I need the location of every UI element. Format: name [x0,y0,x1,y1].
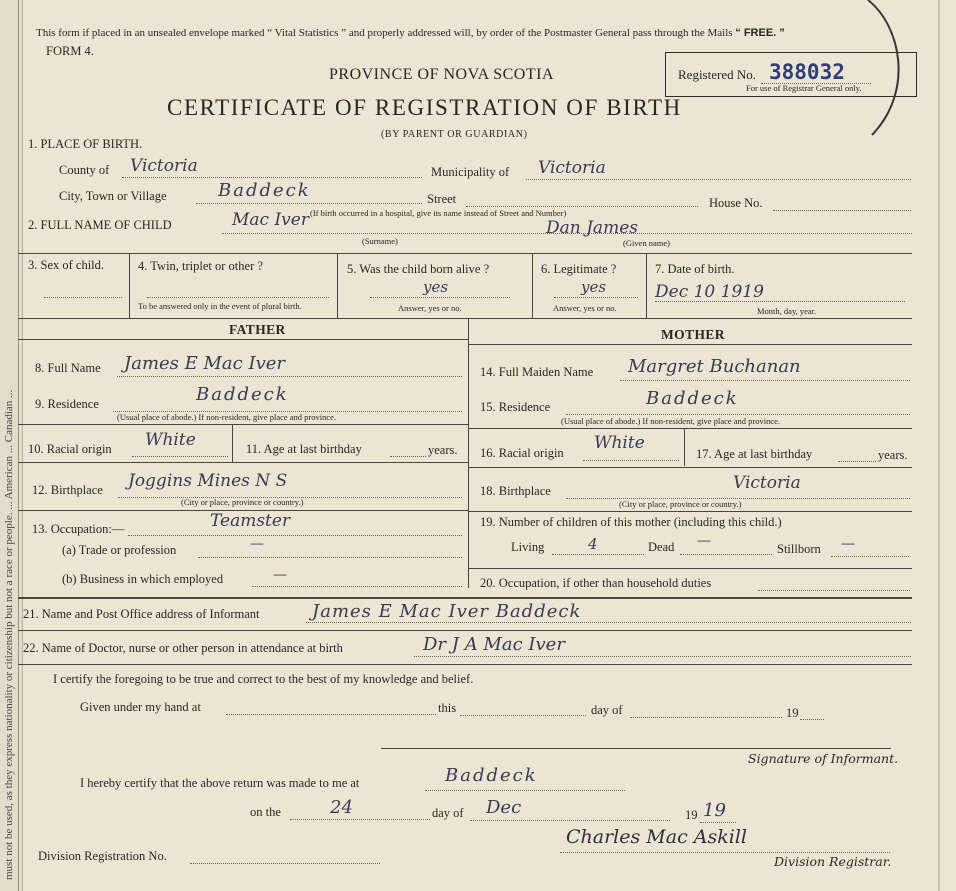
father-racial-line [132,456,228,457]
business-value: — [273,567,287,583]
surname-caption: (Surname) [362,236,398,246]
mother-birthplace-rule [468,511,912,512]
informant-value: James E Mac Iver Baddeck [312,601,582,622]
business-label: (b) Business in which employed [62,572,224,586]
given-day-of-label: day of [591,703,623,717]
municipality-line [526,179,911,180]
registrar-signature: Charles Mac Askill [566,826,747,848]
mother-birthplace-label: 18. Birthplace [480,484,551,498]
mother-occupation-label: 20. Occupation, if other than household duties [480,576,712,590]
pencil-mark [860,0,920,140]
mother-name-line [620,380,910,381]
place-of-birth-heading: 1. PLACE OF BIRTH. [28,137,143,151]
doctor-label: 22. Name of Doctor, nurse or other person in attendance at birth [23,641,343,655]
row3-divider-2 [337,253,338,318]
children-label: 19. Number of children of this mother (including this child.) [480,515,782,529]
dob-value: Dec 10 1919 [655,282,764,302]
mother-birthplace-value: Victoria [733,473,801,493]
county-label: County of [59,163,110,177]
sex-line [44,297,122,298]
registered-number: 388032 [769,60,845,84]
row3-divider-4 [646,253,647,318]
registrar-day-line [290,819,430,820]
this-label: this [438,701,457,715]
father-residence-note: (Usual place of abode.) If non-resident, give place and province. [117,412,337,422]
house-label: House No. [709,196,763,210]
mother-racial-line [583,460,679,461]
twin-line [147,297,329,298]
trade-label: (a) Trade or profession [62,543,177,557]
given-name-caption: (Given name) [623,238,670,248]
parents-bottom-rule [18,597,912,599]
informant-line [306,622,911,623]
row3-top-rule [18,253,912,254]
legitimate-value: yes [581,278,607,296]
mother-name-label: 14. Full Maiden Name [480,365,594,379]
mother-heading: MOTHER [661,327,725,342]
dob-label: 7. Date of birth. [655,262,735,276]
registrar-day-value: 24 [330,797,353,818]
father-name-line [117,376,462,377]
registrar-year-prefix: 19 [685,808,698,822]
mother-age-label: 17. Age at last birthday [696,447,813,461]
stillborn-line [831,556,909,557]
municipality-value: Victoria [538,158,606,178]
mother-residence-line [566,414,910,415]
alive-value: yes [423,278,449,296]
mother-years-label: years. [878,448,908,462]
legitimate-note: Answer, yes or no. [553,303,617,313]
side-margin-text: must not be used, as they express nationality or citizenship but not a race or people. ... American ... Canadian ... [3,389,15,880]
father-residence-value: Baddeck [196,384,289,405]
child-surname: Mac Iver [232,210,309,230]
registrar-general-note: For use of Registrar General only. [746,83,862,93]
county-line [122,177,422,178]
city-value: Baddeck [218,180,311,201]
registrar-year-line [700,822,736,823]
registrar-signature-line [560,852,890,853]
mail-notice [36,27,785,39]
city-label: City, Town or Village [59,189,167,203]
father-birthplace-label: 12. Birthplace [32,483,103,497]
father-name-label: 8. Full Name [35,361,101,375]
street-label: Street [427,192,457,206]
dob-note: Month, day, year. [757,306,817,316]
certificate-title: CERTIFICATE OF REGISTRATION OF BIRTH [167,95,682,120]
certify-statement: I certify the foregoing to be true and correct to the best of my knowledge and belief. [53,672,474,686]
legitimate-line [554,297,638,298]
mail-notice-free: “ FREE. ” [735,27,785,39]
mother-racial-label: 16. Racial origin [480,446,564,460]
informant-label: 21. Name and Post Office address of Informant [23,607,260,621]
house-line [773,210,911,211]
father-name-value: James E Mac Iver [124,353,285,374]
mail-notice-text: This form if placed in an unsealed envelope marked “ Vital Statistics ” and properly addressed will, by order of the Postmaster General pass through the Mails [36,27,733,39]
province-heading: PROVINCE OF NOVA SCOTIA [329,66,555,83]
business-line [252,586,462,587]
given-year-prefix: 19 [786,706,799,720]
dead-value: — [697,533,711,549]
father-racial-divider [232,424,233,462]
mother-residence-rule [468,428,912,429]
informant-signature-label: Signature of Informant. [748,751,899,766]
trade-line [198,557,462,558]
father-racial-rule [18,462,468,463]
father-birthplace-note: (City or place, province or country.) [181,497,304,507]
father-age-label: 11. Age at last birthday [246,442,362,456]
street-note: (If birth occurred in a hospital, give its name instead of Street and Number) [310,208,567,218]
father-occupation-line [128,535,462,536]
dead-line [680,554,772,555]
mother-residence-value: Baddeck [646,388,739,409]
division-registrar-label: Division Registrar. [774,854,892,869]
parents-divider [468,318,469,588]
doctor-line [414,656,911,657]
father-occupation-label: 13. Occupation:— [32,522,125,536]
father-age-line [390,456,426,457]
on-the-label: on the [250,805,281,819]
father-occupation-value: Teamster [210,511,291,531]
registrar-place-value: Baddeck [445,765,538,786]
margin-rule [18,0,19,891]
registrar-day-of-label: day of [432,806,464,820]
mother-residence-note: (Usual place of abode.) If non-resident, give place and province. [561,416,781,426]
certificate-subtitle: (BY PARENT OR GUARDIAN) [381,129,528,140]
registrar-month-line [470,820,670,821]
row3-divider-1 [129,253,130,318]
living-label: Living [511,540,545,554]
registrar-place-line [425,790,625,791]
row3-bottom-rule [18,318,912,319]
stillborn-value: — [841,536,855,552]
doctor-value: Dr J A Mac Iver [423,634,565,655]
registrar-statement: I hereby certify that the above return was made to me at [80,776,360,790]
mother-racial-value: White [594,433,645,453]
twin-note: To be answered only in the event of plural birth. [138,301,302,311]
mother-residence-label: 15. Residence [480,400,551,414]
side-margin [0,0,23,891]
alive-note: Answer, yes or no. [398,303,462,313]
mother-racial-divider [684,428,685,466]
row3-divider-3 [532,253,533,318]
alive-line [370,297,510,298]
mother-heading-rule [468,344,912,345]
father-racial-value: White [145,430,196,450]
living-line [552,554,644,555]
county-value: Victoria [130,156,198,176]
registered-label: Registered No. [678,67,756,82]
given-year-line [800,719,824,720]
living-value: 4 [588,535,598,553]
informant-rule [18,630,912,631]
father-heading-rule [18,339,468,340]
registrar-year-value: 19 [703,800,726,821]
legitimate-label: 6. Legitimate ? [541,262,617,276]
municipality-label: Municipality of [431,165,510,179]
doctor-rule [18,664,912,665]
given-month-line [630,717,782,718]
father-residence-label: 9. Residence [35,397,99,411]
given-place-line [226,714,436,715]
child-name-label: 2. FULL NAME OF CHILD [28,218,172,232]
mother-children-rule [468,568,912,569]
twin-label: 4. Twin, triplet or other ? [138,259,263,273]
father-heading: FATHER [229,322,286,337]
street-line [466,206,698,207]
mother-age-line [838,461,876,462]
registrar-month-value: Dec [486,797,522,818]
division-registration-line [190,863,380,864]
trade-value: — [250,536,264,552]
mother-racial-rule [468,467,912,468]
alive-label: 5. Was the child born alive ? [347,262,490,276]
given-label: Given under my hand at [80,700,201,714]
stillborn-label: Stillborn [777,542,821,556]
child-given-name: Dan James [546,218,638,238]
father-years-label: years. [428,443,458,457]
mother-name-value: Margret Buchanan [628,356,801,377]
sex-label: 3. Sex of child. [28,258,105,272]
informant-signature-line [381,748,891,749]
this-day-line [460,715,586,716]
division-registration-label: Division Registration No. [38,849,167,863]
form-number: FORM 4. [46,44,94,58]
city-line [196,203,422,204]
right-edge [938,0,940,891]
dead-label: Dead [648,540,675,554]
father-racial-label: 10. Racial origin [28,442,112,456]
father-birthplace-value: Joggins Mines N S [128,471,288,491]
mother-birthplace-note: (City or place, province or country.) [619,499,742,509]
mother-occupation-line [758,590,910,591]
father-residence-rule [18,424,468,425]
